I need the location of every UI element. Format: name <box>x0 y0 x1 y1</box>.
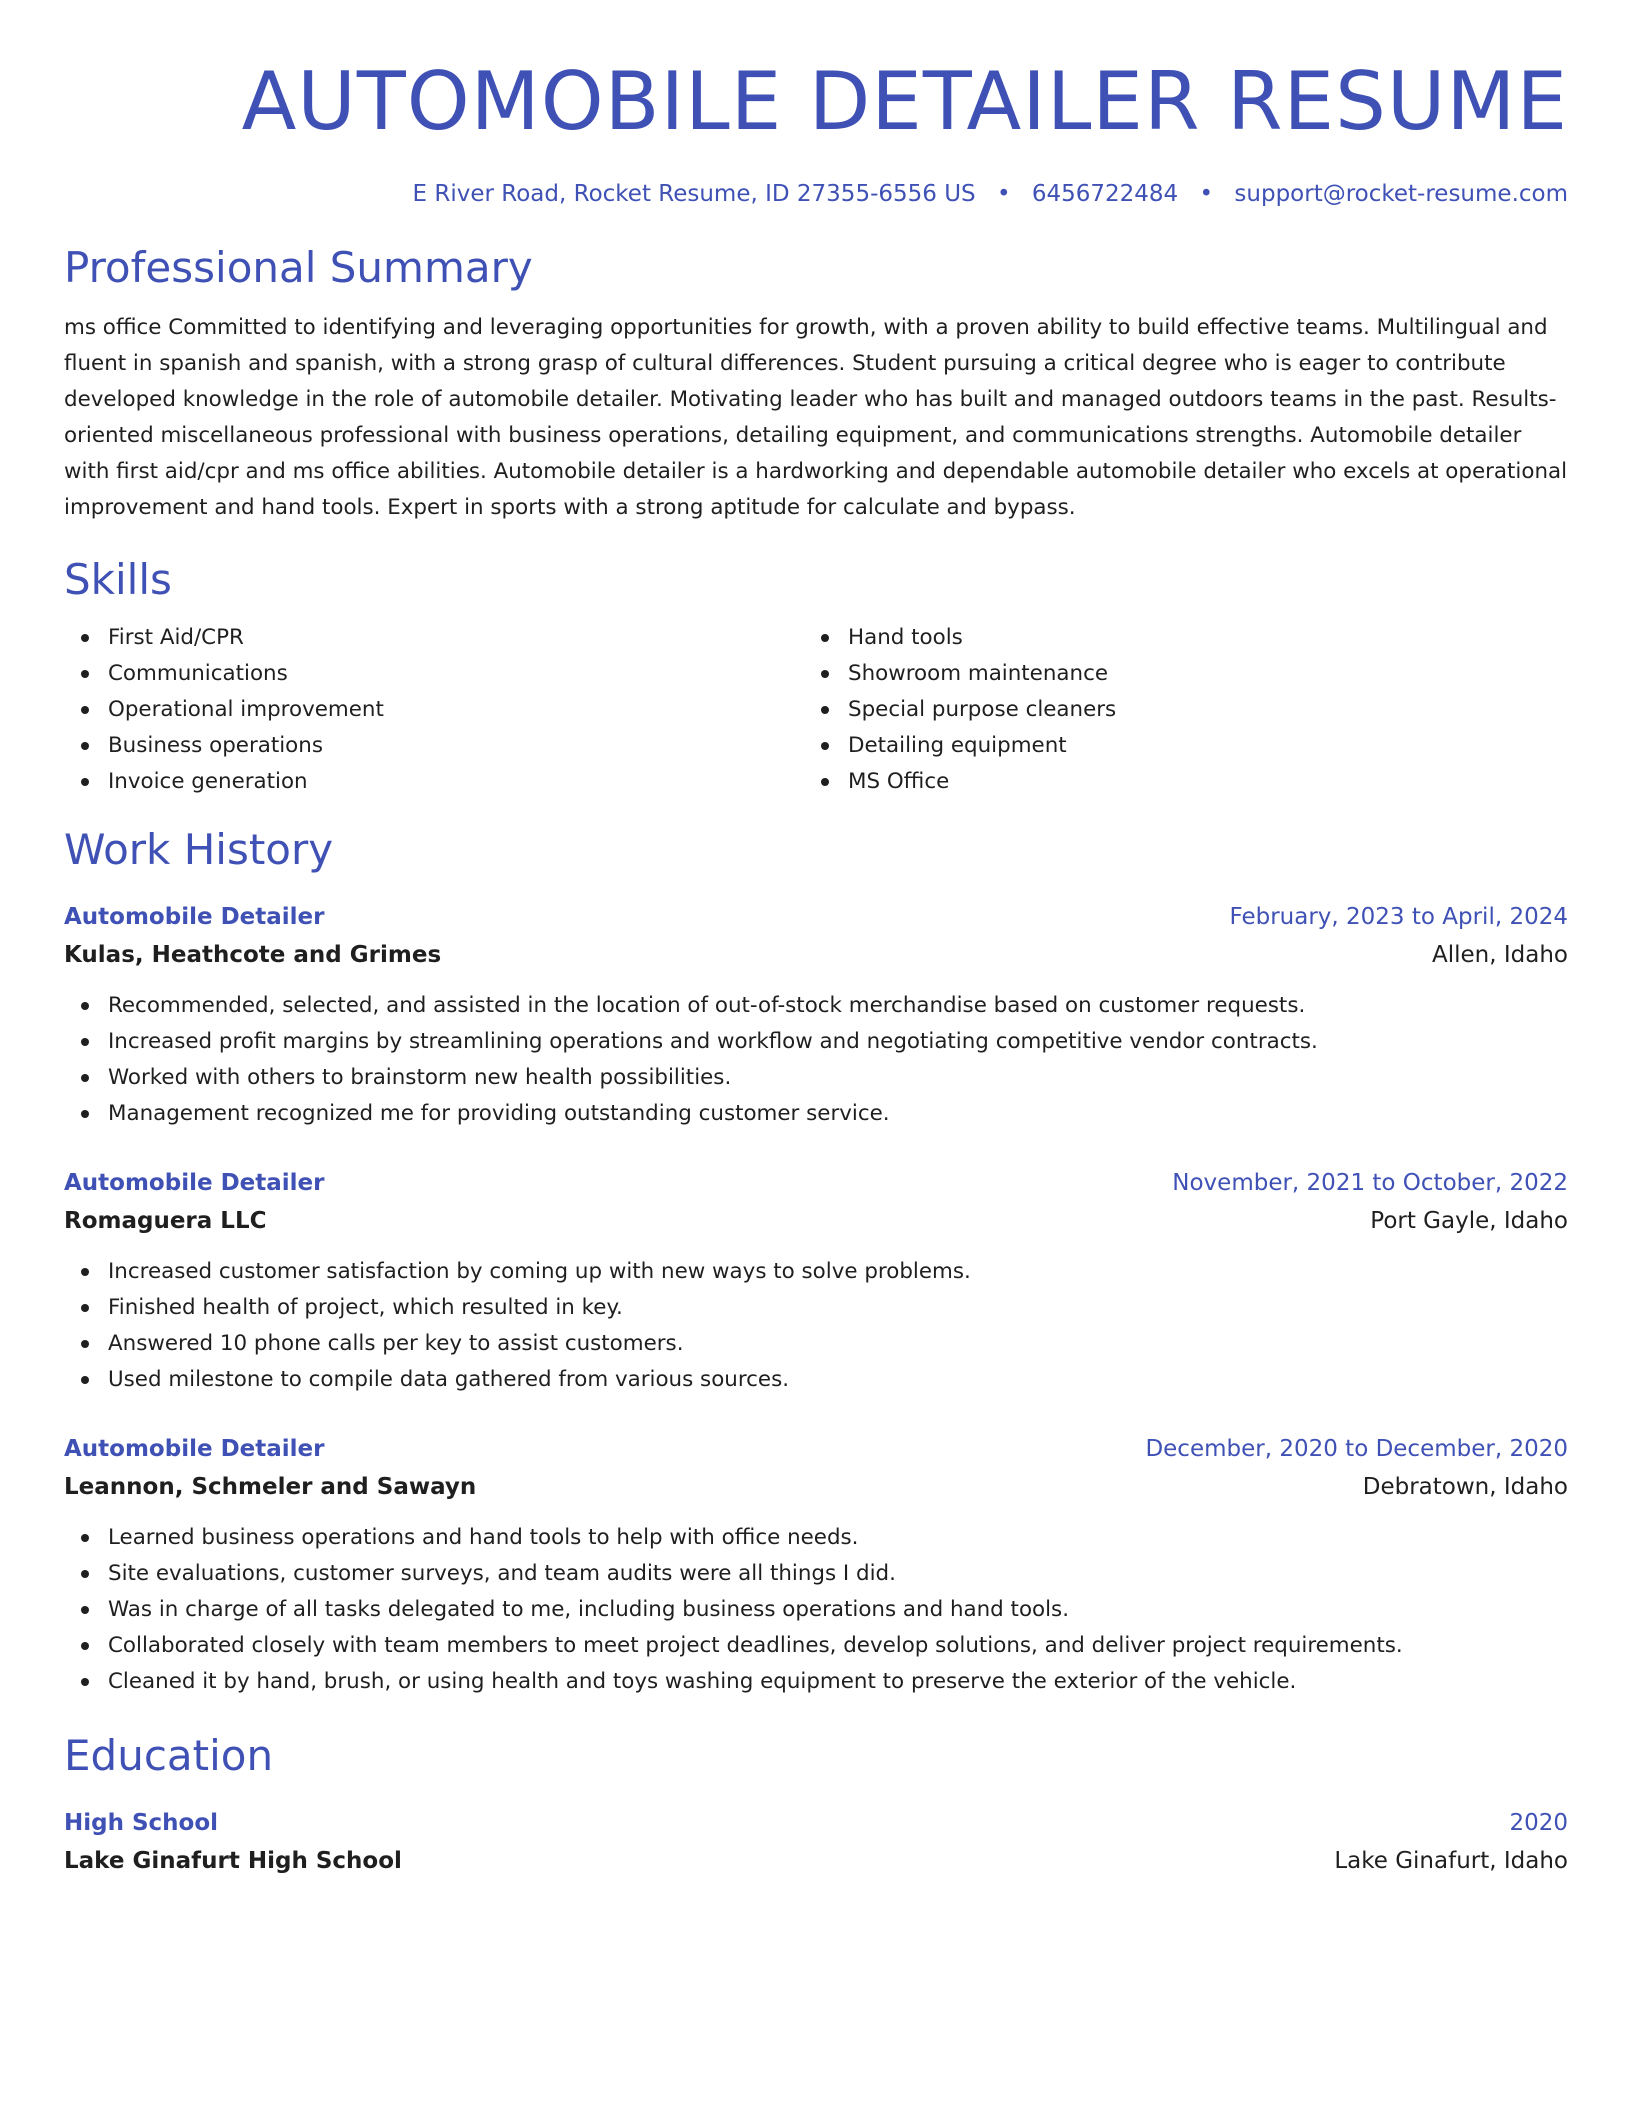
education-degree: High School <box>64 1810 219 1836</box>
education-year: 2020 <box>1509 1810 1568 1836</box>
job-bullet: Finished health of project, which resulted in key. <box>64 1290 1568 1326</box>
education-school: Lake Ginafurt High School <box>64 1848 402 1874</box>
job-location: Allen, Idaho <box>1432 942 1568 968</box>
job-bullet: Learned business operations and hand tools to help with office needs. <box>64 1520 1568 1556</box>
skill-item: Showroom maintenance <box>804 656 1544 692</box>
skill-item: Business operations <box>64 728 804 764</box>
job-dates: February, 2023 to April, 2024 <box>1229 904 1568 930</box>
job-company-row <box>64 1202 1568 1240</box>
skill-item: Special purpose cleaners <box>804 692 1544 728</box>
job-bullet: Increased customer satisfaction by coming up with new ways to solve problems. <box>64 1254 1568 1290</box>
summary-heading: Professional Summary <box>64 243 533 292</box>
job-bullet: Recommended, selected, and assisted in the location of out-of-stock merchandise based on customer requests. <box>64 988 1568 1024</box>
education-degree-row <box>64 1804 1568 1842</box>
education-school-row <box>64 1842 1568 1880</box>
job-location: Port Gayle, Idaho <box>1370 1208 1568 1234</box>
education-entry <box>64 1804 1568 1880</box>
skills-heading: Skills <box>64 555 172 604</box>
job-bullets <box>64 1254 1568 1398</box>
job-bullet: Management recognized me for providing outstanding customer service. <box>64 1096 1568 1132</box>
job-bullet: Increased profit margins by streamlining operations and workflow and negotiating competitive vendor contracts. <box>64 1024 1568 1060</box>
summary-text: ms office Committed to identifying and leveraging opportunities for growth, with a proven ability to build effective teams. Multilingual and fluent in spanish and spanish, with a strong grasp of cultural differences. Student pursuing a critical degree who is eager to contribute developed knowledge in the role of automobile detailer. Motivating leader who has built and managed outdoors teams in the past. Results-oriented miscellaneous professional with business operations, detailing equipment, and communications strengths. Automobile detailer with first aid/cpr and ms office abilities. Automobile detailer is a hardworking and dependable automobile detailer who excels at operational improvement and hand tools. Expert in sports with a strong aptitude for calculate and bypass. <box>64 315 1568 520</box>
job-company-row <box>64 936 1568 974</box>
job-bullet: Used milestone to compile data gathered from various sources. <box>64 1362 1568 1398</box>
education-location: Lake Ginafurt, Idaho <box>1334 1848 1568 1874</box>
job-entry <box>64 1164 1568 1398</box>
job-company: Romaguera LLC <box>64 1208 267 1234</box>
job-bullet: Answered 10 phone calls per key to assist customers. <box>64 1326 1568 1362</box>
summary-section <box>64 240 1568 526</box>
job-bullets <box>64 1520 1568 1700</box>
education-section <box>64 1728 1568 1880</box>
skill-item: Detailing equipment <box>804 728 1544 764</box>
resume-header <box>64 52 1568 210</box>
job-bullets <box>64 988 1568 1132</box>
skills-list-left <box>64 620 804 800</box>
job-dates: November, 2021 to October, 2022 <box>1172 1170 1568 1196</box>
job-company: Kulas, Heathcote and Grimes <box>64 942 442 968</box>
job-role: Automobile Detailer <box>64 1436 325 1462</box>
job-bullet: Cleaned it by hand, brush, or using health and toys washing equipment to preserve the exterior of the vehicle. <box>64 1664 1568 1700</box>
contact-email: support@rocket-resume.com <box>1234 181 1568 207</box>
job-location: Debratown, Idaho <box>1362 1474 1568 1500</box>
contact-address: E River Road, Rocket Resume, ID 27355-6556 US <box>412 181 976 207</box>
job-title-row <box>64 1430 1568 1468</box>
job-role: Automobile Detailer <box>64 1170 325 1196</box>
job-role: Automobile Detailer <box>64 904 325 930</box>
skill-item: Communications <box>64 656 804 692</box>
job-bullet: Worked with others to brainstorm new health possibilities. <box>64 1060 1568 1096</box>
contact-line <box>64 178 1568 210</box>
job-company-row <box>64 1468 1568 1506</box>
education-heading: Education <box>64 1731 274 1780</box>
work-history-heading: Work History <box>64 825 334 874</box>
skills-list-right <box>804 620 1544 800</box>
skill-item: First Aid/CPR <box>64 620 804 656</box>
skills-grid <box>64 620 1568 800</box>
skill-item: Operational improvement <box>64 692 804 728</box>
job-title-row <box>64 898 1568 936</box>
resume-title: AUTOMOBILE DETAILER RESUME <box>241 55 1568 148</box>
job-bullet: Collaborated closely with team members to meet project deadlines, develop solutions, and deliver project requirements. <box>64 1628 1568 1664</box>
job-dates: December, 2020 to December, 2020 <box>1145 1436 1568 1462</box>
skills-section <box>64 552 1568 800</box>
job-title-row <box>64 1164 1568 1202</box>
skill-item: Invoice generation <box>64 764 804 800</box>
contact-phone: 6456722484 <box>1031 181 1179 207</box>
job-entry <box>64 1430 1568 1700</box>
job-entry <box>64 898 1568 1132</box>
skill-item: Hand tools <box>804 620 1544 656</box>
contact-separator: • <box>1199 181 1214 207</box>
skill-item: MS Office <box>804 764 1544 800</box>
work-history-section <box>64 822 1568 1700</box>
job-bullet: Was in charge of all tasks delegated to me, including business operations and hand tools. <box>64 1592 1568 1628</box>
contact-separator: • <box>996 181 1011 207</box>
job-bullet: Site evaluations, customer surveys, and team audits were all things I did. <box>64 1556 1568 1592</box>
job-company: Leannon, Schmeler and Sawayn <box>64 1474 477 1500</box>
